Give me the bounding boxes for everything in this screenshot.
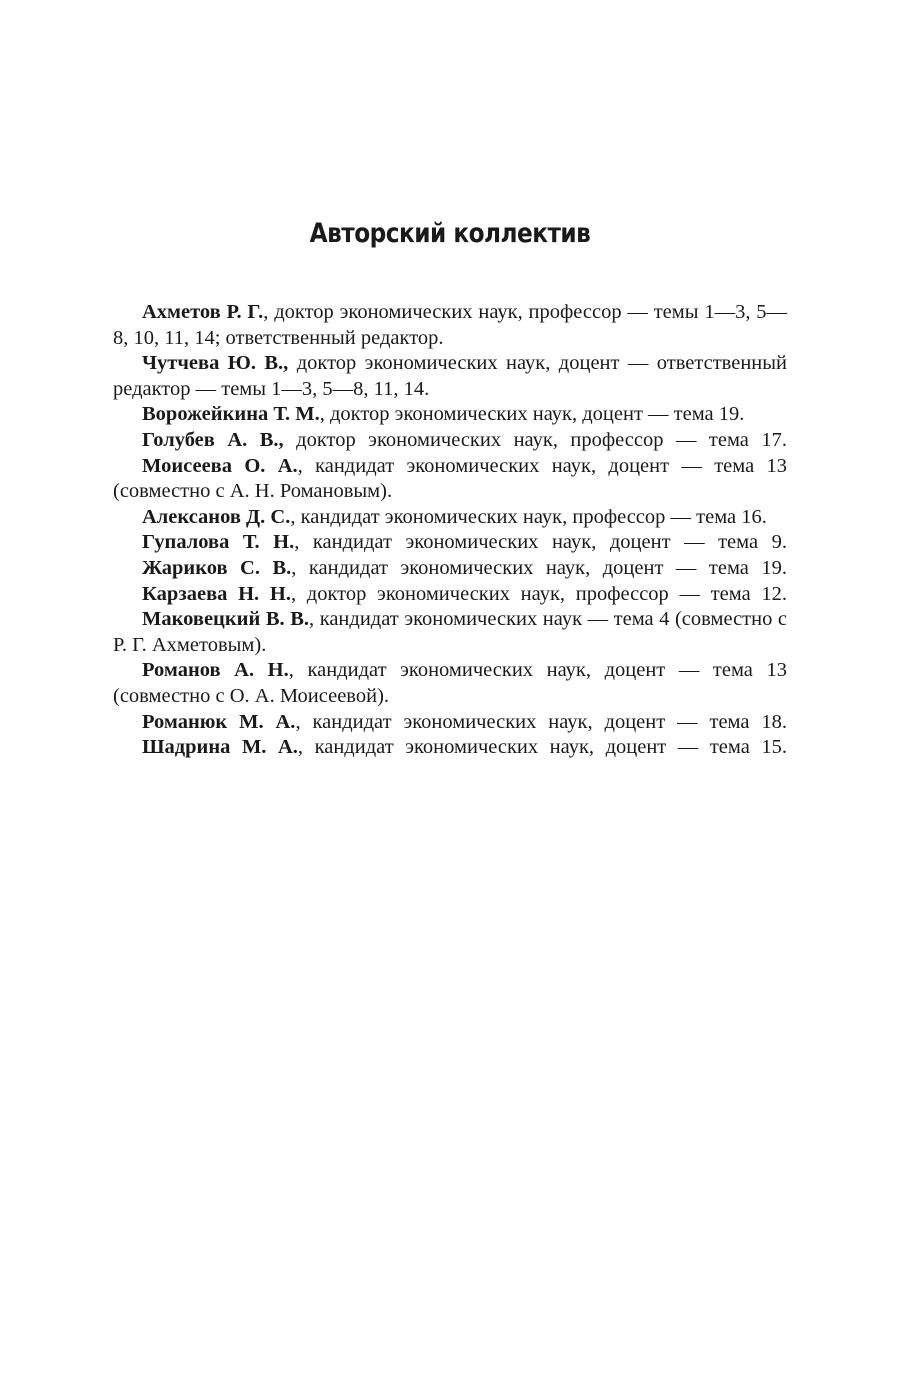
author-description: кандидат экономических наук, доцент — тема 13 (совместно с О. А. Моисеевой).	[113, 659, 787, 707]
author-separator: ,	[288, 659, 308, 682]
author-entry	[113, 582, 787, 608]
author-separator: ,	[291, 556, 309, 579]
author-entry	[113, 505, 787, 531]
author-entry	[113, 710, 787, 736]
author-separator: ,	[319, 403, 330, 426]
author-name: Алексанов Д. С.	[142, 505, 291, 528]
author-entry	[113, 607, 787, 658]
author-name: Моисеева О. А.	[142, 454, 298, 477]
author-entry	[113, 530, 787, 556]
author-entry	[113, 658, 787, 709]
author-entry	[113, 735, 787, 761]
author-name: Гупалова Т. Н.	[142, 531, 295, 554]
author-name: Ахметов Р. Г.	[142, 301, 264, 323]
author-name: Чутчева Ю. В.,	[142, 352, 289, 375]
author-description: кандидат экономических наук — тема 4 (совместно с Р. Г. Ахметовым).	[113, 608, 787, 656]
author-description: доктор экономических наук, доцент — тема 19.	[329, 403, 745, 426]
author-entry	[113, 428, 787, 454]
author-separator	[288, 352, 296, 374]
author-entry	[113, 300, 787, 351]
author-description: кандидат экономических наук, профессор — тема 16.	[300, 505, 767, 528]
page-title: Авторский коллектив	[309, 218, 591, 249]
author-name: Шадрина М. А.	[142, 736, 298, 759]
author-description: кандидат экономических наук, доцент — тема 13 (совместно с А. Н. Романовым).	[113, 454, 787, 503]
author-description: кандидат экономических наук, доцент — тема 9.	[312, 531, 787, 554]
author-entry	[113, 454, 787, 505]
author-separator: ,	[263, 301, 275, 323]
author-description: кандидат экономических наук, доцент — тема 19.	[308, 556, 787, 579]
author-description: доктор экономических наук, профессор — темы 1—3, 5—8, 10, 11, 14; ответственный редактор.	[113, 301, 788, 349]
author-name: Ворожейкина Т. М.	[142, 403, 320, 426]
author-description: доктор экономических наук, профессор — тема 17.	[296, 428, 787, 451]
author-name: Карзаева Н. Н.	[142, 582, 291, 605]
author-description: кандидат экономических наук, доцент — тема 15.	[314, 736, 788, 759]
author-separator: ,	[290, 505, 301, 528]
author-name: Романов А. Н.	[142, 659, 289, 682]
author-name: Жариков С. В.	[142, 556, 292, 579]
author-description: кандидат экономических наук, доцент — тема 18.	[312, 710, 788, 733]
author-separator: ,	[297, 736, 315, 759]
author-entry	[113, 556, 787, 582]
author-name: Голубев А. В.,	[142, 428, 284, 451]
author-separator: ,	[309, 608, 320, 631]
author-separator: ,	[294, 531, 313, 554]
author-name: Романюк М. А.	[142, 710, 296, 733]
author-separator: ,	[295, 710, 313, 733]
authors-list	[113, 300, 787, 761]
author-separator	[284, 429, 296, 451]
author-description: доктор экономических наук, профессор — тема 12.	[306, 582, 788, 605]
author-entry	[113, 351, 787, 402]
author-description: доктор экономических наук, доцент — ответственный редактор — темы 1—3, 5—8, 11, 14.	[113, 352, 788, 400]
author-entry	[113, 402, 787, 428]
author-separator: ,	[297, 454, 316, 477]
author-separator: ,	[290, 582, 307, 605]
author-name: Маковецкий В. В.	[142, 608, 309, 631]
